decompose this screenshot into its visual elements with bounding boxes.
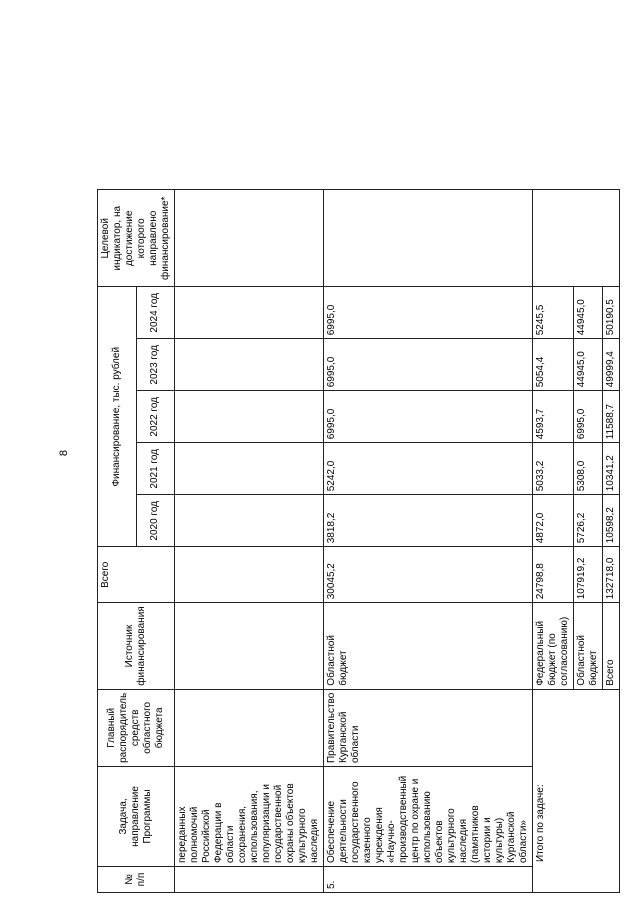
header-source: Источник финансирования bbox=[98, 603, 175, 689]
row-total: 30045,2 bbox=[324, 547, 533, 603]
row-manager: Правительство Курганской области bbox=[324, 689, 533, 766]
header-manager: Главный распорядитель средств областного бюджета bbox=[98, 689, 175, 766]
row-year-value bbox=[175, 443, 324, 495]
summary-row bbox=[533, 190, 574, 893]
header-year: 2024 год bbox=[136, 287, 175, 339]
summary-year-value: 10341,2 bbox=[603, 443, 620, 495]
summary-year-value: 6995,0 bbox=[574, 391, 603, 443]
row-year-value: 6995,0 bbox=[324, 287, 533, 339]
summary-year-value: 5308,0 bbox=[574, 443, 603, 495]
row-total bbox=[175, 547, 324, 603]
table-row bbox=[175, 190, 324, 893]
header-year: 2020 год bbox=[136, 495, 175, 547]
header-total: Всего bbox=[98, 547, 175, 603]
summary-source: Всего bbox=[603, 603, 620, 689]
summary-year-value: 5245,5 bbox=[533, 287, 574, 339]
header-task: Задача, направление Программы bbox=[98, 767, 175, 867]
row-year-value bbox=[175, 339, 324, 391]
summary-total: 107919,2 bbox=[574, 547, 603, 603]
summary-total: 132718,0 bbox=[603, 547, 620, 603]
row-num: 5. bbox=[324, 867, 533, 893]
summary-year-value: 10598,2 bbox=[603, 495, 620, 547]
summary-total: 24798,8 bbox=[533, 547, 574, 603]
summary-year-value: 11588,7 bbox=[603, 391, 620, 443]
row-year-value bbox=[175, 495, 324, 547]
row-year-value: 3818,2 bbox=[324, 495, 533, 547]
row-num bbox=[175, 867, 324, 893]
row-task: переданных полномочий Российской Федерации в области сохранения, использования, популяризации и государственной охраны объектов культурного наследия bbox=[175, 767, 324, 867]
row-indicator bbox=[175, 190, 324, 287]
header-year: 2023 год bbox=[136, 339, 175, 391]
summary-year-value: 5033,2 bbox=[533, 443, 574, 495]
summary-year-value: 5054,4 bbox=[533, 339, 574, 391]
header-year: 2021 год bbox=[136, 443, 175, 495]
summary-indicator bbox=[533, 190, 620, 287]
row-manager bbox=[175, 689, 324, 766]
summary-label: Итого по задаче: bbox=[533, 689, 620, 892]
summary-year-value: 44945,0 bbox=[574, 287, 603, 339]
header-financing: Финансирование, тыс. рублей bbox=[98, 287, 137, 547]
header-indicator: Целевой индикатор, на достижение которого направлено финансирование* bbox=[98, 190, 175, 287]
financing-table bbox=[97, 189, 620, 893]
row-task: Обеспечение деятельности государственного казенного учреждения «Научно-производственный центр по охране и использованию объектов культурного наследия (памятников истории и культуры) Курганской области» bbox=[324, 767, 533, 867]
summary-year-value: 49999,4 bbox=[603, 339, 620, 391]
header-num: № п/п bbox=[98, 867, 175, 893]
row-indicator bbox=[324, 190, 533, 287]
summary-year-value: 50190,5 bbox=[603, 287, 620, 339]
summary-source: Федеральный бюджет (по согласованию) bbox=[533, 603, 574, 689]
header-row bbox=[98, 190, 137, 893]
row-year-value: 6995,0 bbox=[324, 391, 533, 443]
summary-source: Областной бюджет bbox=[574, 603, 603, 689]
row-source bbox=[175, 603, 324, 689]
row-year-value: 6995,0 bbox=[324, 339, 533, 391]
table-row bbox=[324, 190, 533, 893]
row-source: Областной бюджет bbox=[324, 603, 533, 689]
summary-year-value: 44945,0 bbox=[574, 339, 603, 391]
row-year-value: 5242,0 bbox=[324, 443, 533, 495]
summary-year-value: 5726,2 bbox=[574, 495, 603, 547]
row-year-value bbox=[175, 287, 324, 339]
summary-year-value: 4872,0 bbox=[533, 495, 574, 547]
header-year: 2022 год bbox=[136, 391, 175, 443]
page-number: 8 bbox=[58, 449, 70, 457]
summary-year-value: 4593,7 bbox=[533, 391, 574, 443]
row-year-value bbox=[175, 391, 324, 443]
